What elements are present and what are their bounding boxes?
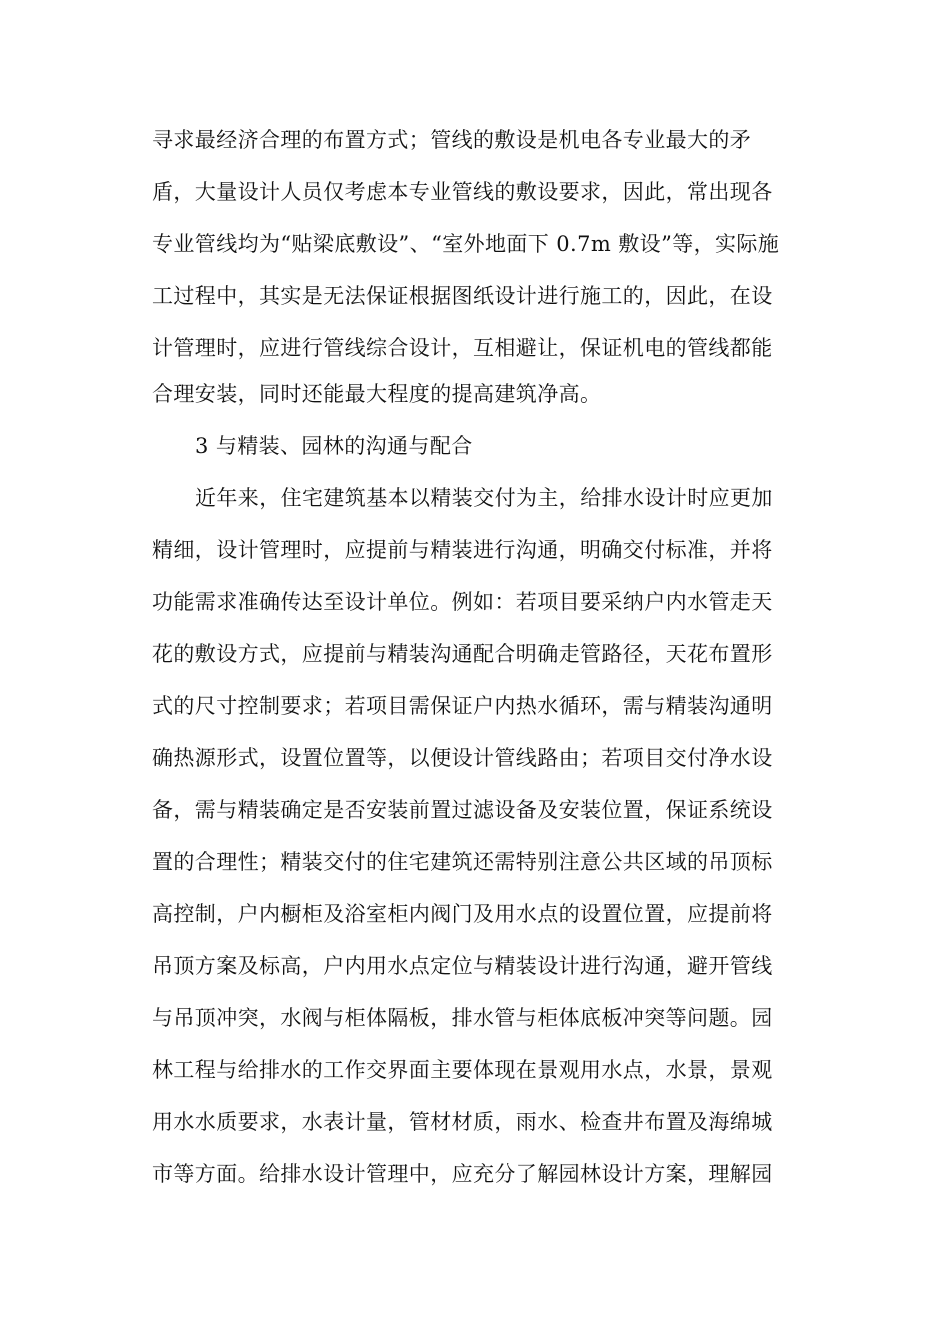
text-line: 确热源形式，设置位置等，以便设计管线路由；若项目交付净水设 bbox=[152, 746, 773, 770]
text-line: 用水水质要求，水表计量，管材材质，雨水、检查井布置及海绵城 bbox=[152, 1110, 773, 1134]
text-line: 近年来，住宅建筑基本以精装交付为主，给排水设计时应更加 bbox=[195, 486, 773, 510]
text-line: 置的合理性；精装交付的住宅建筑还需特别注意公共区域的吊顶标 bbox=[152, 850, 773, 874]
text-line: 与吊顶冲突，水阀与柜体隔板，排水管与柜体底板冲突等问题。园 bbox=[152, 1006, 773, 1030]
text-line: 寻求最经济合理的布置方式；管线的敷设是机电各专业最大的矛 bbox=[152, 128, 752, 152]
text-line: 精细，设计管理时，应提前与精装进行沟通，明确交付标准，并将 bbox=[152, 538, 773, 562]
text-line: 高控制，户内橱柜及浴室柜内阀门及用水点的设置位置，应提前将 bbox=[152, 902, 773, 926]
text-line: 林工程与给排水的工作交界面主要体现在景观用水点，水景，景观 bbox=[152, 1058, 773, 1082]
text-line: 盾，大量设计人员仅考虑本专业管线的敷设要求，因此，常出现各 bbox=[152, 180, 773, 204]
text-line: 花的敷设方式，应提前与精装沟通配合明确走管路径，天花布置形 bbox=[152, 642, 773, 666]
text-line: 合理安装，同时还能最大程度的提高建筑净高。 bbox=[152, 382, 602, 406]
text-line: 功能需求准确传达至设计单位。例如：若项目要采纳户内水管走天 bbox=[152, 590, 773, 614]
text-line: 市等方面。给排水设计管理中，应充分了解园林设计方案，理解园 bbox=[152, 1162, 773, 1186]
text-line: 工过程中，其实是无法保证根据图纸设计进行施工的，因此，在设 bbox=[152, 284, 773, 308]
text-line: 专业管线均为“贴梁底敷设”、“室外地面下 0.7m 敷设”等，实际施 bbox=[152, 232, 780, 256]
text-line: 吊顶方案及标高，户内用水点定位与精装设计进行沟通，避开管线 bbox=[152, 954, 773, 978]
section-heading: 3 与精装、园林的沟通与配合 bbox=[195, 434, 473, 458]
text-line: 式的尺寸控制要求；若项目需保证户内热水循环，需与精装沟通明 bbox=[152, 694, 773, 718]
text-line: 备，需与精装确定是否安装前置过滤设备及安装位置，保证系统设 bbox=[152, 798, 773, 822]
text-line: 计管理时，应进行管线综合设计，互相避让，保证机电的管线都能 bbox=[152, 336, 773, 360]
